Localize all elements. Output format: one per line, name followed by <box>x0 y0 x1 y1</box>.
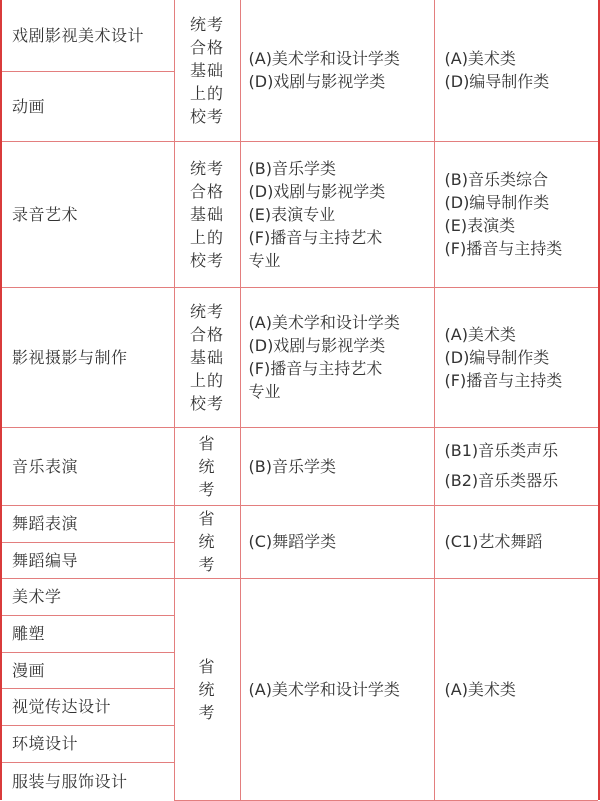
major-cell: 雕塑 <box>2 615 174 652</box>
major-cell: 戏剧影视美术设计 <box>2 0 174 71</box>
exam-method-cell <box>174 578 240 800</box>
unified-category-text: (A)美术学和设计学类 <box>248 679 400 699</box>
unified-category-cell <box>240 0 434 141</box>
major-cell: 动画 <box>2 71 174 141</box>
exam-method-text: 统考 合格 基础 上的 校考 <box>189 14 224 126</box>
exam-method-text: 省 统 考 <box>198 509 216 574</box>
major-cell: 视觉传达设计 <box>2 688 174 725</box>
major-cell: 舞蹈表演 <box>2 505 174 542</box>
exam-type-text: (A)美术类 (D)编导制作类 (F)播音与主持类 <box>444 324 563 390</box>
unified-category-text: (B)音乐学类 (D)戏剧与影视学类 (E)表演专业 (F)播音与主持艺术 专业 <box>248 158 386 270</box>
exam-type-text: (C1)艺术舞蹈 <box>444 532 543 551</box>
majors-exam-table <box>2 0 598 801</box>
exam-method-cell <box>174 0 240 141</box>
exam-method-cell <box>174 141 240 287</box>
exam-type-text: (A)美术类 <box>444 679 516 699</box>
unified-category-cell <box>240 287 434 427</box>
major-cell: 音乐表演 <box>2 427 174 505</box>
major-cell: 录音艺术 <box>2 141 174 287</box>
exam-type-cell <box>434 578 598 800</box>
exam-type-text: (B1)音乐类声乐 (B2)音乐类器乐 <box>444 441 559 490</box>
exam-type-cell <box>434 141 598 287</box>
exam-method-cell <box>174 427 240 505</box>
major-cell: 漫画 <box>2 652 174 688</box>
exam-type-text: (B)音乐类综合 (D)编导制作类 (E)表演类 (F)播音与主持类 <box>444 170 563 258</box>
unified-category-text: (C)舞蹈学类 <box>248 532 337 551</box>
exam-method-text: 统考 合格 基础 上的 校考 <box>189 301 224 413</box>
table-row <box>2 505 598 542</box>
exam-method-cell <box>174 505 240 578</box>
unified-category-cell <box>240 505 434 578</box>
exam-type-text: (A)美术类 (D)编导制作类 <box>444 49 550 92</box>
exam-type-cell <box>434 505 598 578</box>
exam-type-cell <box>434 287 598 427</box>
unified-category-text: (A)美术学和设计学类 (D)戏剧与影视学类 <box>248 49 400 92</box>
table-row <box>2 0 598 71</box>
major-cell: 美术学 <box>2 578 174 615</box>
exam-method-cell <box>174 287 240 427</box>
table-row <box>2 578 598 615</box>
exam-type-cell <box>434 0 598 141</box>
unified-category-text: (A)美术学和设计学类 (D)戏剧与影视学类 (F)播音与主持艺术 专业 <box>248 313 400 401</box>
major-cell: 影视摄影与制作 <box>2 287 174 427</box>
unified-category-cell <box>240 578 434 800</box>
table-row <box>2 287 598 427</box>
major-cell: 舞蹈编导 <box>2 542 174 578</box>
exam-method-text: 统考 合格 基础 上的 校考 <box>189 158 224 270</box>
unified-category-cell <box>240 427 434 505</box>
table-row <box>2 427 598 505</box>
major-cell: 环境设计 <box>2 725 174 762</box>
major-cell: 服装与服饰设计 <box>2 762 174 800</box>
exam-method-text: 省 统 考 <box>198 433 216 499</box>
unified-category-cell <box>240 141 434 287</box>
exam-type-cell <box>434 427 598 505</box>
table-row <box>2 141 598 287</box>
exam-method-text: 省 统 考 <box>198 656 216 722</box>
unified-category-text: (B)音乐学类 <box>248 456 336 476</box>
